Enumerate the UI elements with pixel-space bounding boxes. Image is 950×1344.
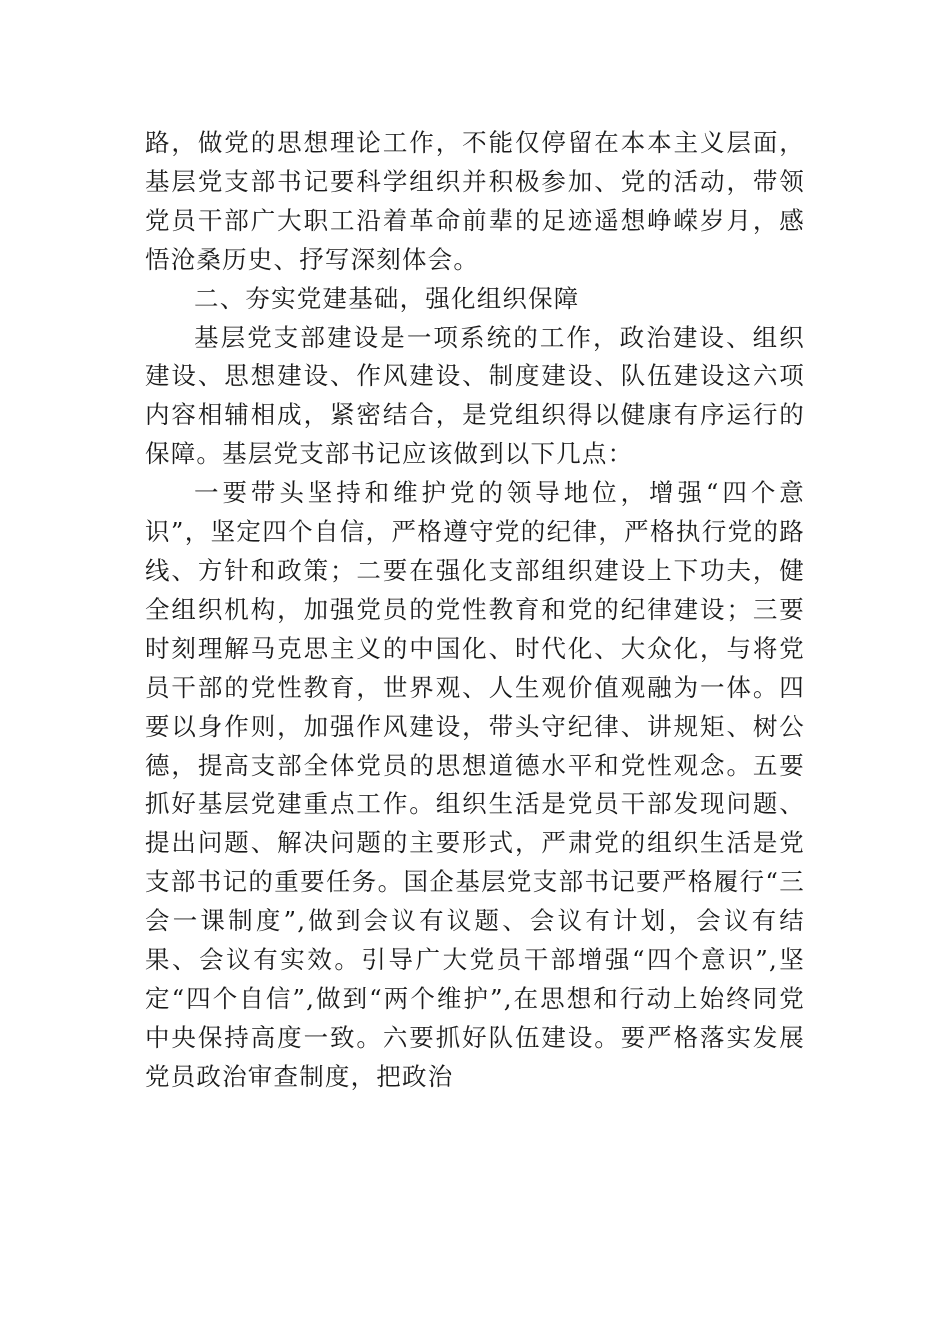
paragraph-branch-construction: 基层党支部建设是一项系统的工作，政治建设、组织建设、思想建设、作风建设、制度建设、队伍建设这六项内容相辅相成，紧密结合，是党组织得以健康有序运行的保障。基层党支部书记应该做到以下几点：	[145, 322, 805, 469]
section-heading: 二、夯实党建基础，强化组织保障	[194, 283, 580, 313]
document-body	[145, 124, 805, 1097]
paragraph-continued: 路，做党的思想理论工作，不能仅停留在本本主义层面，基层党支部书记要科学组织并积极参加、党的活动，带领党员干部广大职工沿着革命前辈的足迹遥想峥嵘岁月，感悟沧桑历史、抒写深刻体会。	[145, 128, 805, 274]
paragraph-requirements: 一要带头坚持和维护党的领导地位，增强“四个意识”，坚定四个自信，严格遵守党的纪律，严格执行党的路线、方针和政策；二要在强化支部组织建设上下功夫，健全组织机构，加强党员的党性教育和党的纪律建设；三要时刻理解马克思主义的中国化、时代化、大众化，与将党员干部的党性教育，世界观、人生观价值观融为一体。四要以身作则，加强作风建设，带头守纪律、讲规矩、树公德，提高支部全体党员的思想道德水平和党性观念。五要抓好基层党建重点工作。组织生活是党员干部发现问题、提出问题、解决问题的主要形式，严肃党的组织生活是党支部书记的重要任务。国企基层党支部书记要严格履行“三会一课制度”,做到会议有议题、会议有计划，会议有结果、会议有实效。引导广大党员干部增强“四个意识”,坚定“四个自信”,做到“两个维护”,在思想和行动上始终同党中央保持高度一致。六要抓好队伍建设。要严格落实发展党员政治审查制度，把政治	[145, 478, 805, 1091]
